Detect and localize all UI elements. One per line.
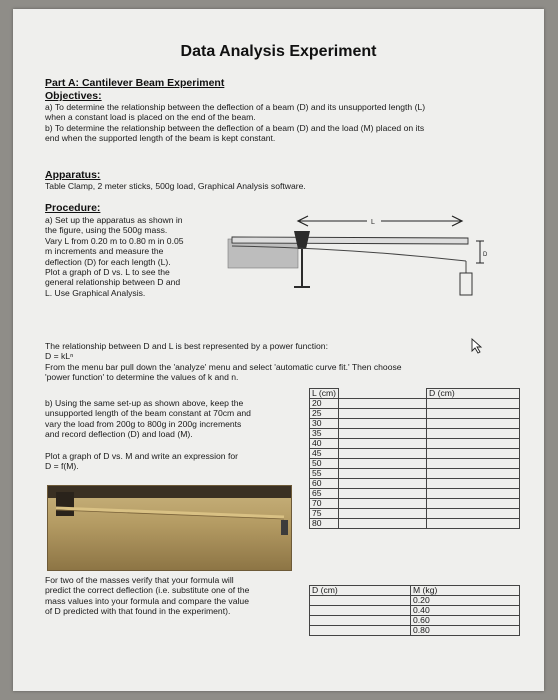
part-b-line: b) Using the same set-up as shown above, keep the bbox=[45, 398, 244, 408]
power-line: From the menu bar pull down the 'analyze' menu and select 'automatic curve fit.' Then choose bbox=[45, 361, 402, 372]
procedure-line: general relationship between D and bbox=[45, 277, 181, 288]
beam-diagram bbox=[218, 205, 488, 305]
photo-mass bbox=[281, 520, 288, 535]
column-spacer bbox=[339, 389, 427, 399]
verify-line: of D predicted with that found in the experiment). bbox=[45, 606, 231, 617]
procedure-line: the figure, using the 500g mass. bbox=[45, 225, 168, 236]
deflection-entry-cell[interactable] bbox=[339, 399, 427, 409]
deflection-entry-cell[interactable] bbox=[339, 409, 427, 419]
column-header-deflection: D (cm) bbox=[310, 586, 411, 596]
part-b-line: vary the load from 200g to 800g in 200g increments bbox=[45, 418, 242, 429]
photo-beam bbox=[56, 508, 284, 517]
deflection-entry-cell[interactable] bbox=[427, 439, 520, 449]
table-row bbox=[310, 469, 520, 479]
deflection-entry-cell[interactable] bbox=[310, 616, 411, 626]
plot-instruction bbox=[45, 451, 305, 472]
table-row bbox=[310, 479, 520, 489]
table-row bbox=[310, 419, 520, 429]
mass-cell: 0.20 bbox=[411, 596, 520, 606]
deflection-entry-cell[interactable] bbox=[427, 459, 520, 469]
objectives-text bbox=[45, 102, 525, 144]
procedure-heading: Procedure: bbox=[45, 202, 101, 214]
photo-clamp bbox=[56, 492, 74, 516]
power-line: The relationship between D and L is best represented by a power function: bbox=[45, 341, 328, 351]
deflection-entry-cell[interactable] bbox=[427, 419, 520, 429]
table-row bbox=[310, 429, 520, 439]
table-row bbox=[310, 409, 520, 419]
column-header-deflection: D (cm) bbox=[427, 389, 520, 399]
page-title: Data Analysis Experiment bbox=[180, 43, 377, 60]
length-cell: 50 bbox=[310, 459, 339, 469]
deflection-entry-cell[interactable] bbox=[427, 469, 520, 479]
deflection-entry-cell[interactable] bbox=[339, 509, 427, 519]
table-row bbox=[310, 449, 520, 459]
part-a-heading: Part A: Cantilever Beam Experiment bbox=[45, 77, 225, 89]
verify-line: predict the correct deflection (i.e. substitute one of the bbox=[45, 585, 250, 596]
procedure-line: m increments and measure the bbox=[45, 246, 164, 257]
photo-contents bbox=[48, 486, 291, 570]
table-row bbox=[310, 459, 520, 469]
deflection-entry-cell[interactable] bbox=[339, 419, 427, 429]
length-label: L bbox=[371, 219, 375, 226]
column-header-length: L (cm) bbox=[310, 389, 339, 399]
procedure-line: Vary L from 0.20 m to 0.80 m in 0.05 bbox=[45, 235, 184, 246]
table-row bbox=[310, 509, 520, 519]
table-header-row bbox=[310, 389, 520, 399]
deflection-entry-cell[interactable] bbox=[339, 499, 427, 509]
mass-cell: 0.80 bbox=[411, 626, 520, 636]
apparatus-heading: Apparatus: bbox=[45, 169, 101, 181]
deflection-entry-cell[interactable] bbox=[427, 429, 520, 439]
column-header-mass: M (kg) bbox=[411, 586, 520, 596]
deflection-entry-cell[interactable] bbox=[427, 509, 520, 519]
deflection-entry-cell[interactable] bbox=[339, 469, 427, 479]
deflection-entry-cell[interactable] bbox=[339, 429, 427, 439]
table-row bbox=[310, 596, 520, 606]
deflection-entry-cell[interactable] bbox=[427, 449, 520, 459]
length-cell: 70 bbox=[310, 499, 339, 509]
apparatus-photo bbox=[47, 485, 292, 571]
length-cell: 25 bbox=[310, 409, 339, 419]
power-function-text bbox=[45, 341, 525, 383]
part-b-line: and record deflection (D) and load (M). bbox=[45, 429, 193, 440]
mass-cell: 0.60 bbox=[411, 616, 520, 626]
deflection-entry-cell[interactable] bbox=[310, 596, 411, 606]
verify-line: mass values into your formula and compare the value bbox=[45, 595, 249, 606]
deflection-entry-cell[interactable] bbox=[339, 489, 427, 499]
objectives-line: b) To determine the relationship between the deflection of a beam (D) and the load (M) placed on its bbox=[45, 122, 425, 133]
length-cell: 20 bbox=[310, 399, 339, 409]
plot-line: Plot a graph of D vs. M and write an expression for bbox=[45, 451, 238, 461]
table-row bbox=[310, 626, 520, 636]
deflection-entry-cell[interactable] bbox=[427, 489, 520, 499]
objectives-line: when a constant load is placed on the end of the beam. bbox=[45, 112, 256, 123]
deflection-entry-cell[interactable] bbox=[310, 626, 411, 636]
length-cell: 45 bbox=[310, 449, 339, 459]
procedure-text bbox=[45, 215, 235, 298]
length-cell: 40 bbox=[310, 439, 339, 449]
deflection-entry-cell[interactable] bbox=[427, 399, 520, 409]
table-row bbox=[310, 489, 520, 499]
objectives-line: a) To determine the relationship between the deflection of a beam (D) and its unsupported length (L) bbox=[45, 102, 426, 112]
deflection-entry-cell[interactable] bbox=[427, 409, 520, 419]
table-row bbox=[310, 439, 520, 449]
table-row bbox=[310, 399, 520, 409]
table-header-row bbox=[310, 586, 520, 596]
deflection-entry-cell[interactable] bbox=[339, 479, 427, 489]
length-cell: 30 bbox=[310, 419, 339, 429]
procedure-line: L. Use Graphical Analysis. bbox=[45, 287, 146, 298]
length-cell: 35 bbox=[310, 429, 339, 439]
length-cell: 75 bbox=[310, 509, 339, 519]
table-row bbox=[310, 606, 520, 616]
photo-table-edge bbox=[48, 486, 291, 498]
deflection-entry-cell[interactable] bbox=[427, 519, 520, 529]
plot-line: D = f(M). bbox=[45, 461, 79, 472]
deflection-entry-cell[interactable] bbox=[427, 499, 520, 509]
length-cell: 55 bbox=[310, 469, 339, 479]
verify-text bbox=[45, 575, 307, 617]
deflection-entry-cell[interactable] bbox=[339, 449, 427, 459]
procedure-line: deflection (D) for each length (L). bbox=[45, 256, 171, 267]
power-line: 'power function' to determine the values of k and n. bbox=[45, 372, 239, 383]
hanging-mass bbox=[460, 273, 472, 295]
part-b-line: unsupported length of the beam constant at 70cm and bbox=[45, 408, 251, 419]
objectives-heading: Objectives: bbox=[45, 90, 102, 102]
deflection-entry-cell[interactable] bbox=[310, 606, 411, 616]
power-formula: D = kLⁿ bbox=[45, 351, 74, 362]
deflection-entry-cell[interactable] bbox=[339, 459, 427, 469]
procedure-line: Plot a graph of D vs. L to see the bbox=[45, 267, 170, 278]
length-deflection-table bbox=[309, 388, 520, 529]
procedure-line: a) Set up the apparatus as shown in bbox=[45, 215, 183, 225]
deflection-mass-table bbox=[309, 585, 520, 636]
verify-line: For two of the masses verify that your formula will bbox=[45, 575, 234, 585]
length-cell: 80 bbox=[310, 519, 339, 529]
deflection-entry-cell[interactable] bbox=[427, 479, 520, 489]
table-row bbox=[310, 616, 520, 626]
part-b-text bbox=[45, 398, 305, 440]
table-row bbox=[310, 499, 520, 509]
table-row bbox=[310, 519, 520, 529]
length-cell: 60 bbox=[310, 479, 339, 489]
deflection-label: D bbox=[483, 252, 488, 258]
meter-stick-beam bbox=[232, 237, 468, 244]
objectives-line: end when the supported length of the beam is kept constant. bbox=[45, 133, 276, 144]
worksheet-page bbox=[13, 9, 544, 691]
length-cell: 65 bbox=[310, 489, 339, 499]
deflection-entry-cell[interactable] bbox=[339, 519, 427, 529]
mass-cell: 0.40 bbox=[411, 606, 520, 616]
deflection-entry-cell[interactable] bbox=[339, 439, 427, 449]
apparatus-text: Table Clamp, 2 meter sticks, 500g load, Graphical Analysis software. bbox=[45, 181, 306, 191]
